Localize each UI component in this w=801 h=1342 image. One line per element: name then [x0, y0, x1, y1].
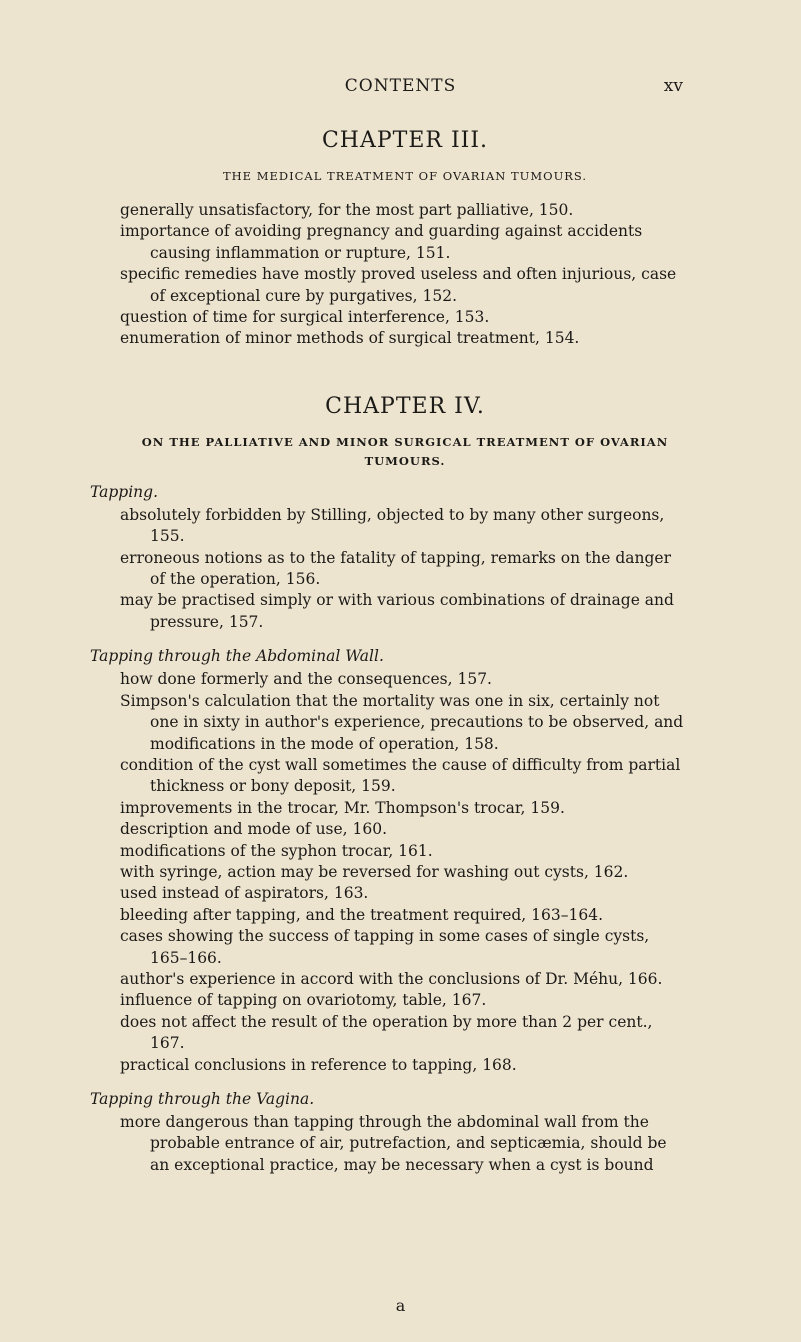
list-item: may be practised simply or with various combinations of drainage and pressure, 157. [120, 591, 674, 631]
list-item: practical conclusions in reference to tapping, 168. [120, 1055, 517, 1074]
list-item: importance of avoiding pregnancy and guarding against accidents causing inflammation or rupture, 151. [120, 222, 643, 262]
list-item: improvements in the trocar, Mr. Thompson's trocar, 159. [120, 798, 565, 817]
list-item: enumeration of minor methods of surgical treatment, 154. [120, 329, 580, 348]
list-item: question of time for surgical interference, 153. [120, 308, 490, 327]
chapter-3-title: CHAPTER III. [321, 128, 489, 153]
vagina-entries [120, 1112, 690, 1176]
list-item: does not affect the result of the operation by more than 2 per cent., 167. [120, 1012, 653, 1053]
abdominal-entries [120, 669, 690, 1076]
list-item: cases showing the success of tapping in some cases of single cysts, 165–166. [120, 927, 650, 967]
list-item: used instead of aspirators, 163. [120, 884, 369, 903]
list-item: Simpson's calculation that the mortality was one in six, certainly not one in sixty in author's experience, precautions to be observed, and modifications in the mode of operation, 158. [120, 691, 684, 753]
page-number: xv [663, 76, 683, 96]
tapping-entries [120, 505, 690, 633]
list-item: absolutely forbidden by Stilling, objected to by many other surgeons, 155. [120, 505, 665, 546]
chapter-4-title: CHAPTER IV. [325, 393, 485, 419]
contents-body [90, 128, 690, 1176]
section-heading-tapping: Tapping. [90, 482, 159, 501]
list-item: influence of tapping on ovariotomy, table, 167. [120, 991, 487, 1010]
signature-mark: a [395, 1296, 406, 1315]
list-item: bleeding after tapping, and the treatment required, 163–164. [120, 905, 604, 924]
list-item: more dangerous than tapping through the abdominal wall from the probable entrance of air, putrefaction, and septicæmia, should be an exceptional practice, may be necessary when a cyst is bound [120, 1113, 667, 1174]
list-item: how done formerly and the consequences, 157. [120, 670, 492, 689]
chapter-3-subtitle: THE MEDICAL TREATMENT OF OVARIAN TUMOURS. [222, 169, 588, 183]
chapter-4-subtitle: ON THE PALLIATIVE AND MINOR SURGICAL TREATMENT OF OVARIAN TUMOURS. [141, 434, 669, 468]
chapter-3-entries [120, 200, 690, 350]
list-item: description and mode of use, 160. [120, 820, 388, 839]
list-item: erroneous notions as to the fatality of tapping, remarks on the danger of the operation, 156. [120, 548, 671, 589]
list-item: author's experience in accord with the conclusions of Dr. Méhu, 166. [120, 969, 663, 988]
section-heading-vagina: Tapping through the Vagina. [90, 1090, 315, 1108]
list-item: modifications of the syphon trocar, 161. [120, 841, 433, 860]
section-heading-abdominal: Tapping through the Abdominal Wall. [90, 647, 384, 666]
running-title: CONTENTS [344, 76, 457, 96]
list-item: with syringe, action may be reversed for washing out cysts, 162. [120, 862, 629, 881]
list-item: generally unsatisfactory, for the most part palliative, 150. [120, 201, 574, 219]
list-item: specific remedies have mostly proved useless and often injurious, case of exceptional cure by purgatives, 152. [120, 265, 677, 305]
list-item: condition of the cyst wall sometimes the cause of difficulty from partial thickness or bony deposit, 159. [120, 755, 681, 796]
running-head [0, 76, 801, 98]
